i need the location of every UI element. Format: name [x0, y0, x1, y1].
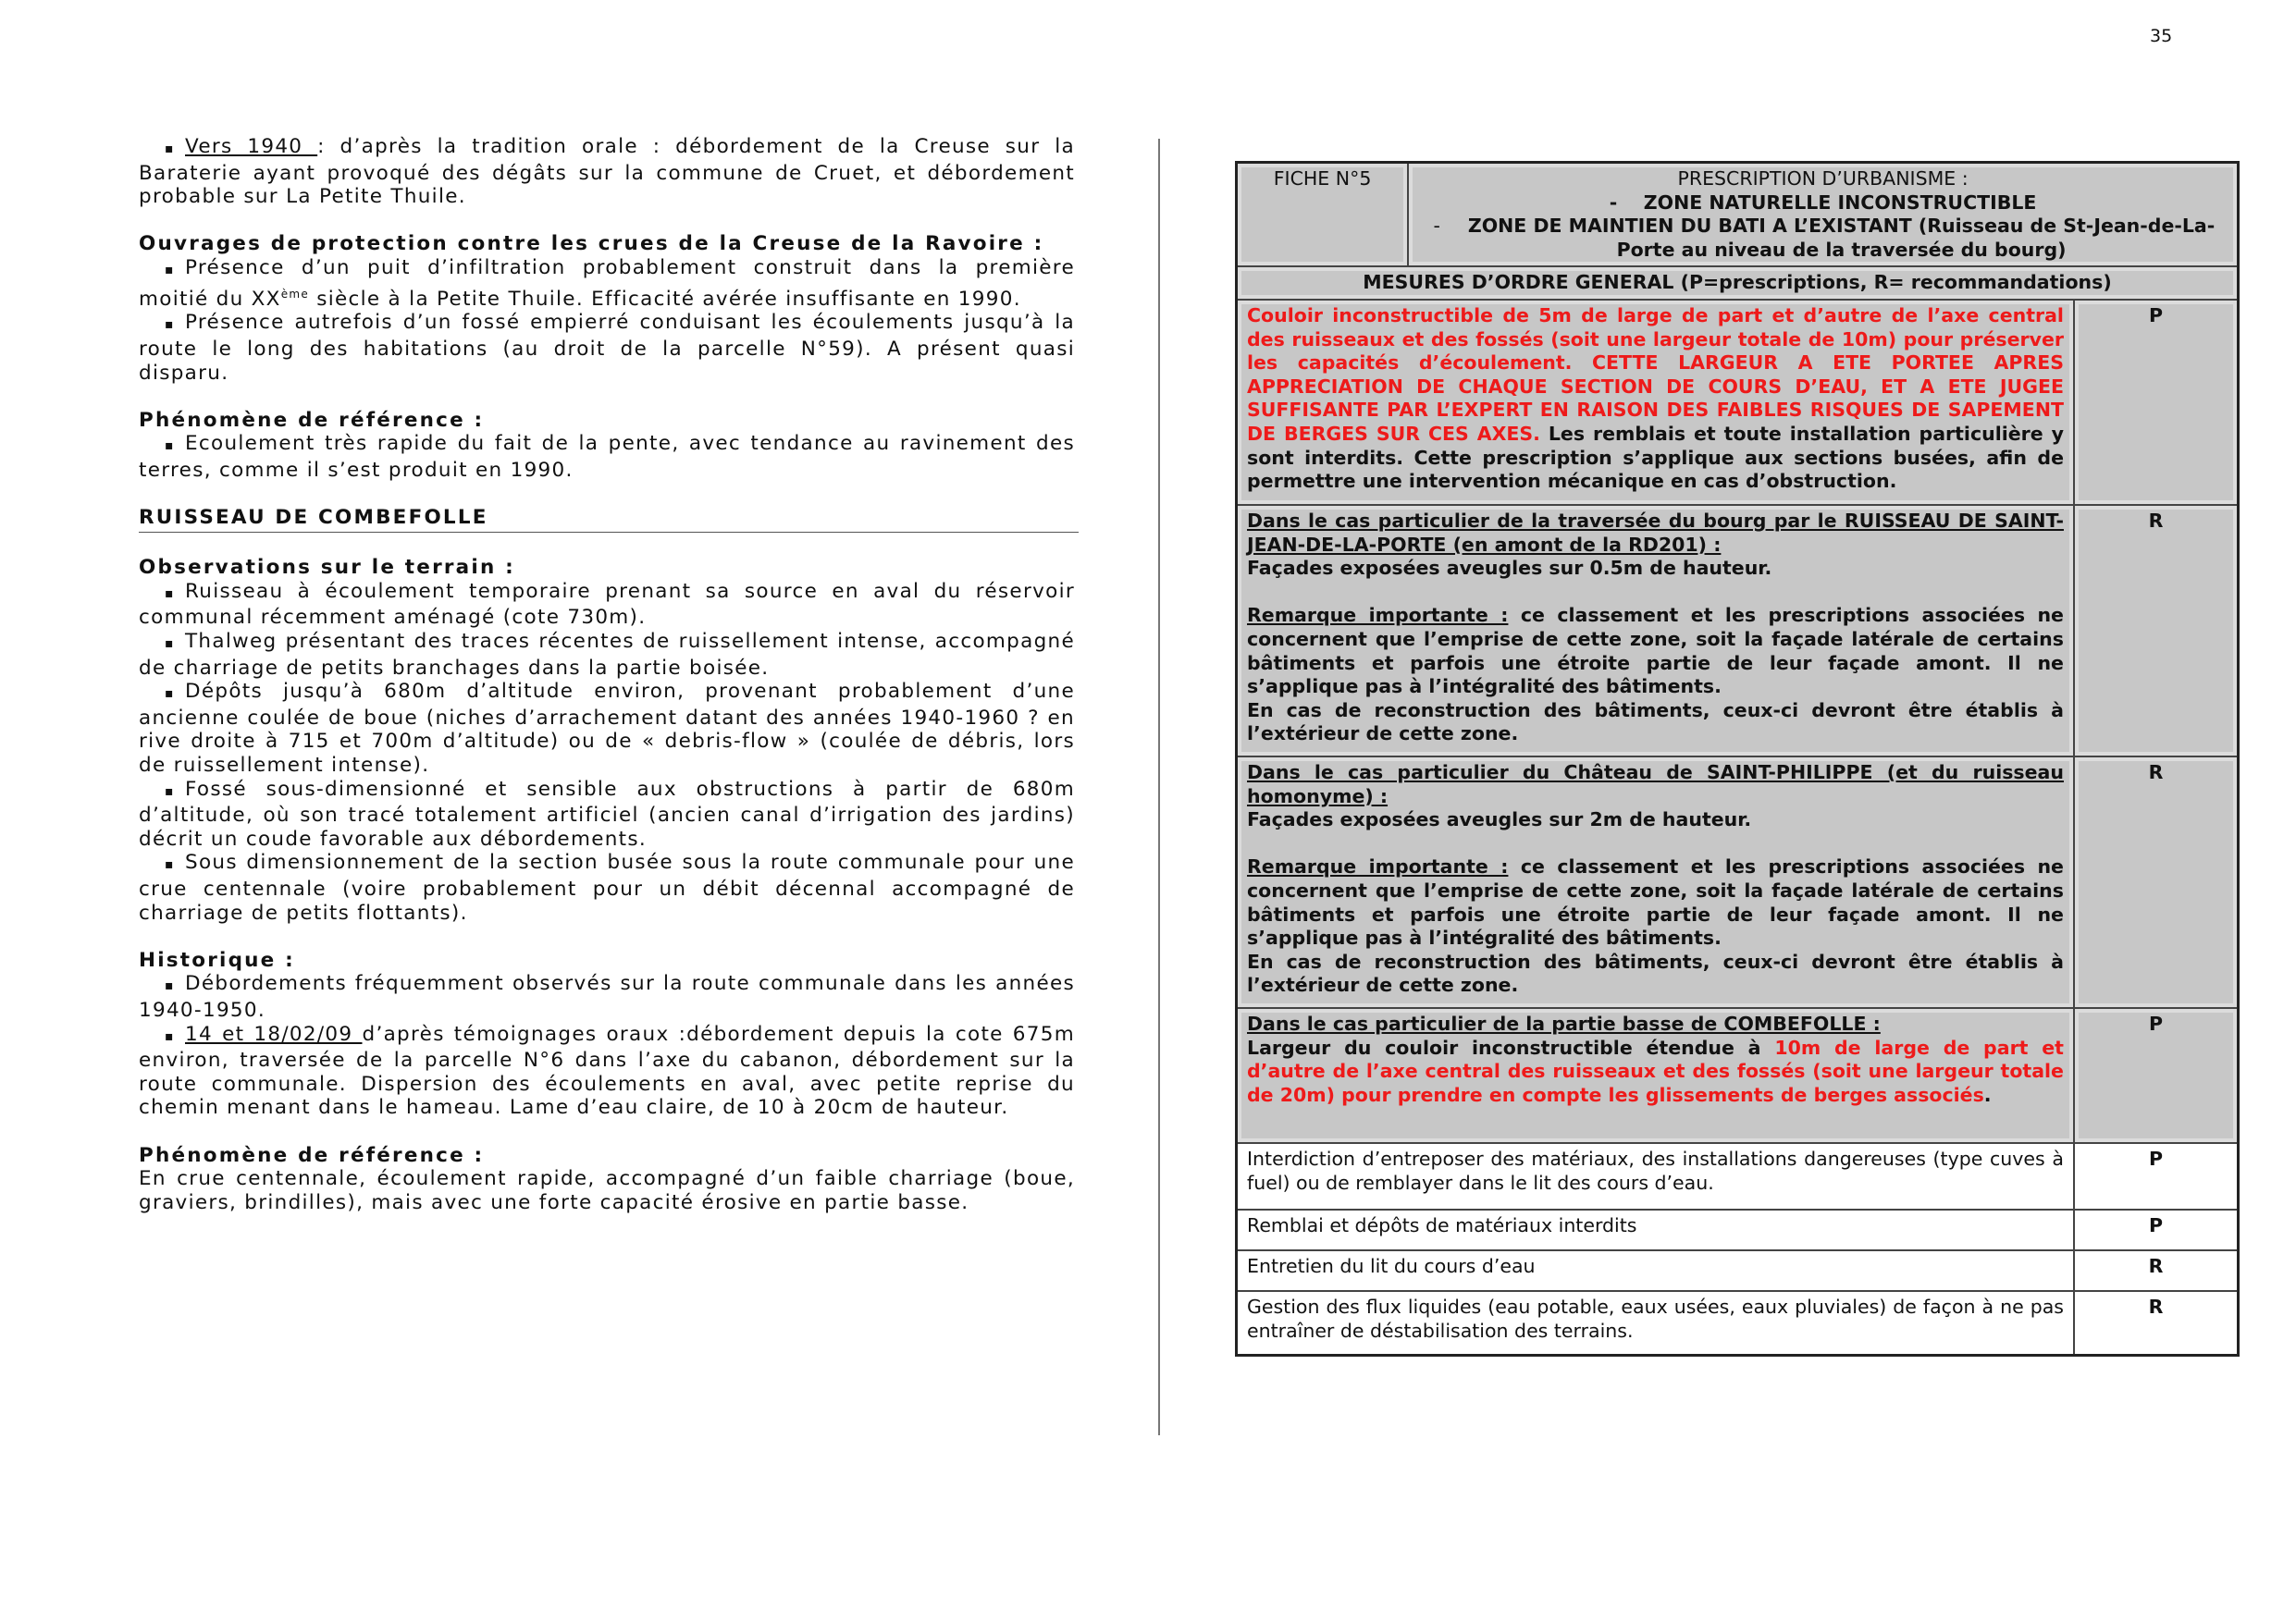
bullet-icon: ▪: [165, 262, 175, 277]
column-divider: [1158, 139, 1160, 1435]
list-item: ▪ Sous dimensionnement de la section busée sous la route communale pour une crue centennale (voire probablement pour un débit décennal accompagné de charriage de petits flottants).: [139, 851, 1075, 925]
row-code: R: [2074, 1250, 2239, 1291]
bullet-icon: ▪: [165, 978, 175, 994]
table-row: [1237, 505, 2239, 756]
row-remblai: Remblai et dépôts de matériaux interdits: [1237, 1210, 2074, 1250]
bullet-icon: ▪: [165, 1028, 175, 1044]
section-title: RUISSEAU DE COMBEFOLLE: [139, 506, 1079, 533]
table-row: [1237, 1008, 2239, 1143]
row-code: R: [2074, 505, 2239, 756]
row-interdiction: Interdiction d’entreposer des matériaux, des installations dangereuses (type cuves à fuel) ou de remblayer dans le lit des cours d’eau.: [1237, 1143, 2074, 1210]
list-item: ▪ Présence d’un puit d’infiltration probablement construit dans la première moitié du XXème siècle à la Petite Thuile. Efficacité avérée insuffisante en 1990.: [139, 255, 1075, 311]
bullet-icon: ▪: [165, 585, 175, 601]
page-number: 35: [2150, 26, 2173, 46]
table-row: [1237, 1143, 2239, 1210]
table-row: [1237, 266, 2239, 300]
bullet-icon: ▪: [165, 783, 175, 799]
row-code: P: [2074, 1143, 2239, 1210]
table-row: [1237, 163, 2239, 267]
list-item: ▪ 14 et 18/02/09 d’après témoignages oraux :débordement depuis la cote 675m environ, traversée de la parcelle N°6 dans l’axe du cabanon, débordement sur la route communale. Dispersion des écoulements en aval, avec petite reprise du chemin menant dans le hameau. Lame d’eau claire, de 10 à 20cm de hauteur.: [139, 1022, 1075, 1120]
bullet-icon: ▪: [165, 636, 175, 652]
bullet-icon: ▪: [165, 686, 175, 702]
row-gestion: Gestion des flux liquides (eau potable, eaux usées, eaux pluviales) de façon à ne pas entraîner de déstabilisation des terrains.: [1237, 1291, 2074, 1356]
row-entretien: Entretien du lit du cours d’eau: [1237, 1250, 2074, 1291]
row-code: P: [2074, 1008, 2239, 1143]
date-vers-1940: Vers 1940: [185, 135, 318, 158]
list-item: ▪ Débordements fréquemment observés sur la route communale dans les années 1940-1950.: [139, 972, 1075, 1022]
table-row: [1237, 300, 2239, 505]
row-code: P: [2074, 300, 2239, 505]
left-column: [139, 135, 1075, 1214]
prescription-cell: PRESCRIPTION D’URBANISME : - ZONE NATURELLE INCONSTRUCTIBLE - ZONE DE MAINTIEN DU BATI A L’EXISTANT (Ruisseau de St-Jean-de-La-Porte au niveau de la traversée du bourg): [1408, 163, 2238, 267]
row-chateau: Dans le cas particulier du Château de SAINT-PHILIPPE (et du ruisseau homonyme) : Façades exposées aveugles sur 2m de hauteur. Remarque importante : ce classement et les prescriptions associées ne concernent que l’emprise de cette zone, soit la façade latérale de certains bâtiments et parfois une étroite partie de leur façade amont. Il ne s’applique pas à l’intégralité des bâtiments. En cas de reconstruction des bâtiments, ceux-ci devront être établis à l’extérieur de cette zone.: [1237, 756, 2074, 1008]
bullet-icon: ▪: [165, 141, 175, 156]
heading-phenomene: Phénomène de référence :: [139, 408, 485, 432]
list-item: ▪ Fossé sous-dimensionné et sensible aux obstructions à partir de 680m d’altitude, où son tracé totalement artificiel (ancien canal d’irrigation des jardins) décrit un coude favorable aux débordements.: [139, 777, 1075, 851]
bullet-icon: ▪: [165, 438, 175, 454]
list-item: ▪ Dépôts jusqu’à 680m d’altitude environ, provenant probablement d’une ancienne coulée de boue (niches d’arrachement datant des années 1940-1960 ? en rive droite à 715 et 700m d’altitude) ou de « debris-flow » (coulée de débris, lors de ruissellement intense).: [139, 680, 1075, 777]
fiche-table: [1235, 161, 2240, 1357]
list-item: ▪ Ruisseau à écoulement temporaire prenant sa source en aval du réservoir communal récemment aménagé (cote 730m).: [139, 579, 1075, 630]
heading-ouvrages: Ouvrages de protection contre les crues de la Creuse de la Ravoire :: [139, 232, 1044, 256]
row-bourg: Dans le cas particulier de la traversée du bourg par le RUISSEAU DE SAINT-JEAN-DE-LA-PORTE (en amont de la RD201) : Façades exposées aveugles sur 0.5m de hauteur. Remarque importante : ce classement et les prescriptions associées ne concernent que l’emprise de cette zone, soit la façade latérale de certains bâtiments et parfois une étroite partie de leur façade amont. Il ne s’applique pas à l’intégralité des bâtiments. En cas de reconstruction des bâtiments, ceux-ci devront être établis à l’extérieur de cette zone.: [1237, 505, 2074, 756]
row-code: P: [2074, 1210, 2239, 1250]
paragraph: En crue centennale, écoulement rapide, accompagné d’un faible charriage (boue, graviers, brindilles), mais avec une forte capacité érosive en partie basse.: [139, 1167, 1075, 1214]
heading-historique: Historique :: [139, 948, 295, 972]
table-row: [1237, 1250, 2239, 1291]
text-vers-1940: : d’après la tradition orale : débordement de la Creuse sur la Baraterie ayant provoqué des dégâts sur la commune de Cruet, et débordement probable sur La Petite Thuile.: [139, 135, 1075, 209]
heading-observations: Observations sur le terrain :: [139, 556, 515, 580]
heading-phenomene: Phénomène de référence :: [139, 1143, 485, 1167]
fiche-label: FICHE N°5: [1237, 163, 1409, 267]
list-item: ▪ Thalweg présentant des traces récentes de ruissellement intense, accompagné de charriage de petits branchages dans la partie boisée.: [139, 630, 1075, 680]
table-row: [1237, 756, 2239, 1008]
bullet-icon: ▪: [165, 857, 175, 873]
list-item: ▪ Ecoulement très rapide du fait de la pente, avec tendance au ravinement des terres, comme il s’est produit en 1990.: [139, 432, 1075, 482]
row-code: R: [2074, 1291, 2239, 1356]
table-row: [1237, 1291, 2239, 1356]
row-combefolle: Dans le cas particulier de la partie basse de COMBEFOLLE : Largeur du couloir inconstructible étendue à 10m de large de part et d’autre de l’axe central des ruisseaux et des fossés (soit une largeur totale de 20m) pour prendre en compte les glissements de berges associés.: [1237, 1008, 2074, 1143]
row-couloir: Couloir inconstructible de 5m de large de part et d’autre de l’axe central des ruisseaux et des fossés (soit une largeur totale de 10m) pour préserver les capacités d’écoulement. CETTE LARGEUR A ETE PORTEE APRES APPRECIATION DE CHAQUE SECTION DE COURS D’EAU, ET A ETE JUGEE SUFFISANTE PAR L’EXPERT EN RAISON DES FAIBLES RISQUES DE SAPEMENT DE BERGES SUR CES AXES. Les remblais et toute installation particulière y sont interdits. Cette prescription s’applique aux sections busées, afin de permettre une intervention mécanique en cas d’obstruction.: [1237, 300, 2074, 505]
list-item: ▪ Présence autrefois d’un fossé empierré conduisant les écoulements jusqu’à la route le long des habitations (au droit de la parcelle N°59). A présent quasi disparu.: [139, 311, 1075, 385]
table-row: [1237, 1210, 2239, 1250]
mesures-header: MESURES D’ORDRE GENERAL (P=prescriptions, R= recommandations): [1237, 266, 2239, 300]
row-code: R: [2074, 756, 2239, 1008]
paragraph-vers-1940: [139, 135, 1075, 209]
bullet-icon: ▪: [165, 317, 175, 333]
